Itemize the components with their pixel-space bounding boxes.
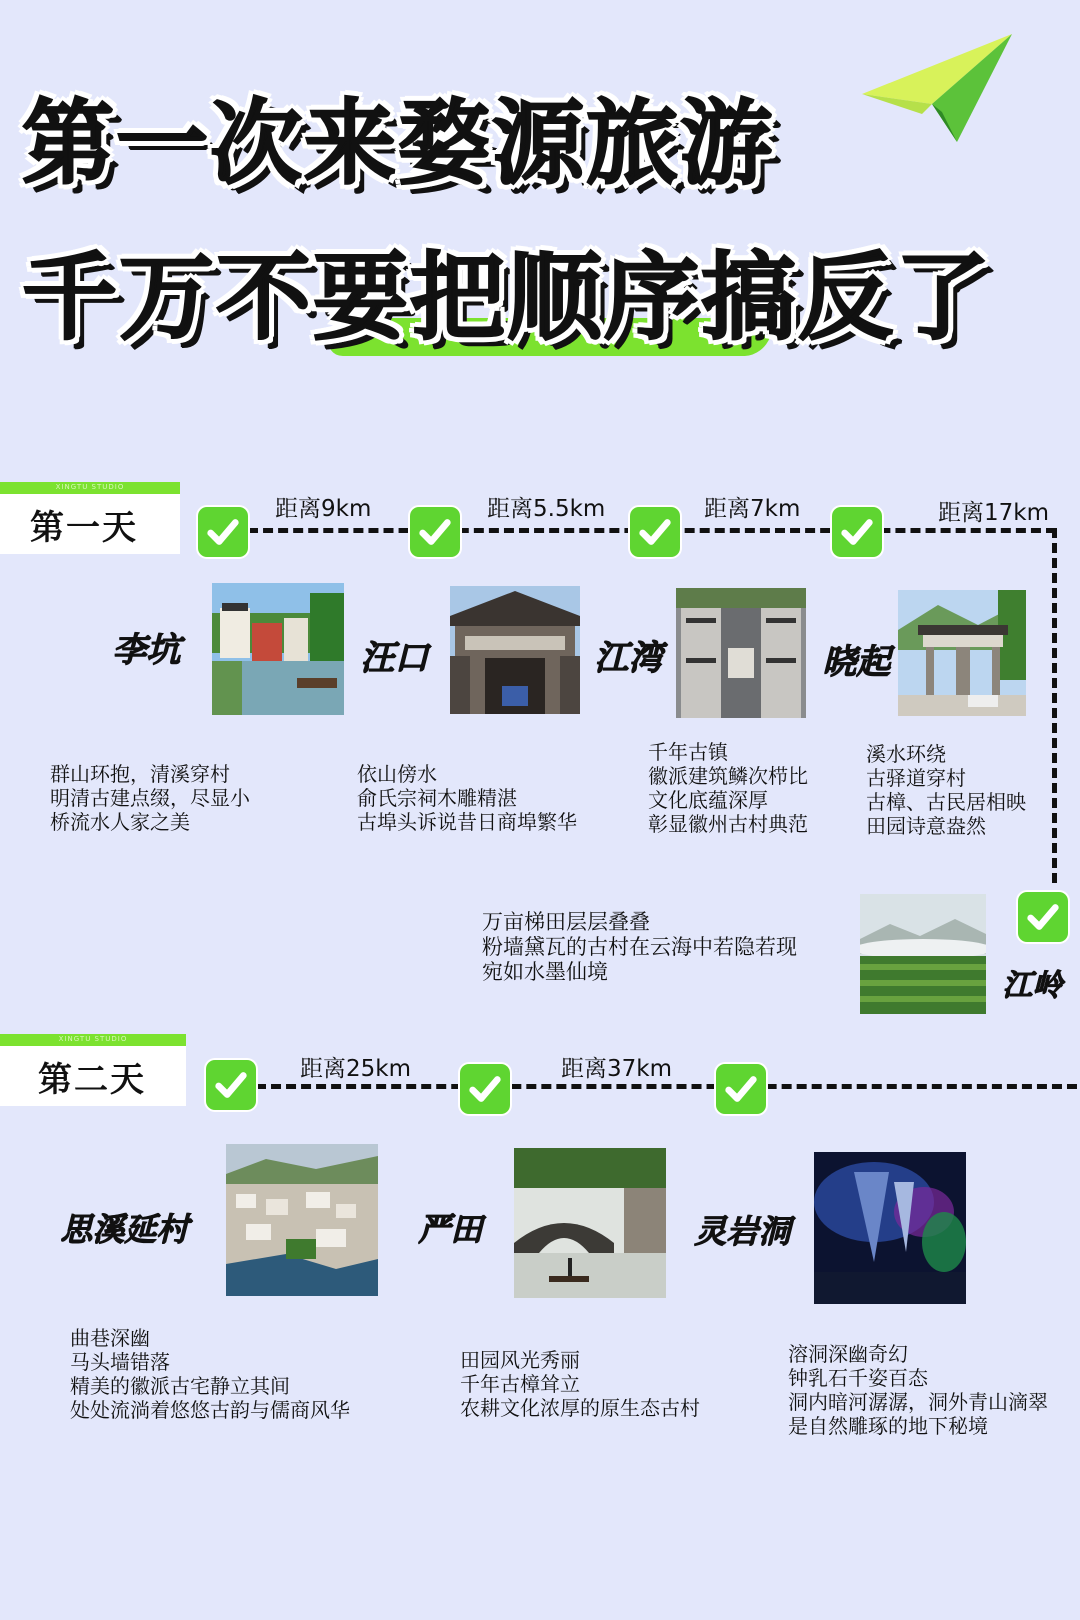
place-name: 灵岩洞: [694, 1212, 791, 1250]
distance-label: 距离17km: [938, 500, 1049, 526]
stop-description: [788, 1342, 1048, 1438]
description-line: 粉墙黛瓦的古村在云海中若隐若现: [482, 935, 797, 959]
description-line: 精美的徽派古宅静立其间: [70, 1374, 290, 1398]
title-line-1: 第一次来婺源旅游: [22, 90, 775, 197]
place-name: 汪口: [360, 638, 428, 678]
stop-description: [460, 1348, 700, 1420]
route-line-day1-vertical: [1052, 528, 1057, 883]
description-line: 曲巷深幽: [70, 1326, 150, 1350]
description-line: 溪水环绕: [866, 742, 946, 766]
checkmark-icon: [460, 1064, 510, 1114]
description-line: 农耕文化浓厚的原生态古村: [460, 1396, 700, 1420]
route-line-day2: [256, 1084, 1080, 1089]
photo-jiangwan: [676, 588, 806, 718]
day-2-label: [0, 1034, 186, 1106]
day-1-label: [0, 482, 180, 554]
description-line: 马头墙错落: [70, 1350, 170, 1374]
studio-watermark: XINGTU STUDIO: [55, 483, 125, 491]
description-line: 千年古樟耸立: [460, 1372, 580, 1396]
title-line-2: 千万不要把顺序搞反了: [22, 243, 993, 353]
stop-description: [866, 742, 1026, 838]
description-line: 古驿道穿村: [866, 766, 966, 790]
description-line: 桥流水人家之美: [50, 810, 190, 834]
photo-likeng: [212, 583, 344, 715]
description-line: 彰显徽州古村典范: [648, 812, 808, 836]
photo-lingyandong: [814, 1152, 966, 1304]
description-line: 是自然雕琢的地下秘境: [788, 1414, 988, 1438]
place-name: 江岭: [1002, 968, 1062, 1003]
description-line: 钟乳石千姿百态: [788, 1366, 928, 1390]
description-line: 依山傍水: [357, 762, 437, 786]
description-line: 古樟、古民居相映: [866, 790, 1026, 814]
photo-yantian: [514, 1148, 666, 1298]
checkmark-icon: [410, 507, 460, 557]
checkmark-icon: [630, 507, 680, 557]
place-name: 思溪延村: [60, 1210, 189, 1248]
place-name: 江湾: [594, 638, 662, 678]
place-name: 严田: [418, 1210, 483, 1248]
description-line: 俞氏宗祠木雕精湛: [357, 786, 517, 810]
description-line: 千年古镇: [648, 740, 728, 764]
checkmark-icon: [206, 1060, 256, 1110]
place-name: 李坑: [112, 630, 180, 670]
stop-description: [50, 762, 250, 834]
photo-jiangling: [860, 894, 986, 1014]
description-line: 洞内暗河潺潺，洞外青山滴翠: [788, 1390, 1048, 1414]
description-line: 文化底蕴深厚: [648, 788, 768, 812]
stop-description: [648, 740, 808, 836]
description-line: 宛如水墨仙境: [482, 960, 608, 984]
description-line: 万亩梯田层层叠叠: [482, 910, 650, 934]
description-line: 明清古建点缀，尽显小: [50, 786, 250, 810]
description-line: 田园诗意盎然: [866, 814, 986, 838]
photo-wangkou: [450, 586, 580, 714]
distance-label: 距离37km: [561, 1056, 672, 1082]
distance-label: 距离9km: [275, 496, 372, 522]
place-name: 晓起: [822, 642, 890, 682]
description-line: 群山环抱，清溪穿村: [50, 762, 230, 786]
description-line: 处处流淌着悠悠古韵与儒商风华: [70, 1398, 350, 1422]
checkmark-icon: [832, 507, 882, 557]
stop-description: [70, 1326, 350, 1422]
distance-label: 距离25km: [300, 1056, 411, 1082]
day-1-text: 第一天: [30, 508, 138, 548]
description-line: 田园风光秀丽: [460, 1348, 580, 1372]
distance-label: 距离5.5km: [487, 496, 606, 522]
distance-label: 距离7km: [704, 496, 801, 522]
paper-plane-icon: [862, 34, 1022, 146]
description-line: 古埠头诉说昔日商埠繁华: [357, 810, 577, 834]
studio-watermark: XINGTU STUDIO: [58, 1035, 128, 1043]
day-2-text: 第二天: [38, 1060, 146, 1100]
photo-xiaoqi: [898, 590, 1026, 716]
checkmark-icon: [716, 1064, 766, 1114]
checkmark-icon: [198, 507, 248, 557]
stop-description: [482, 910, 797, 985]
stop-description: [357, 762, 577, 834]
description-line: 溶洞深幽奇幻: [788, 1342, 908, 1366]
checkmark-icon: [1018, 892, 1068, 942]
description-line: 徽派建筑鳞次栉比: [648, 764, 808, 788]
photo-sixi: [226, 1144, 378, 1296]
